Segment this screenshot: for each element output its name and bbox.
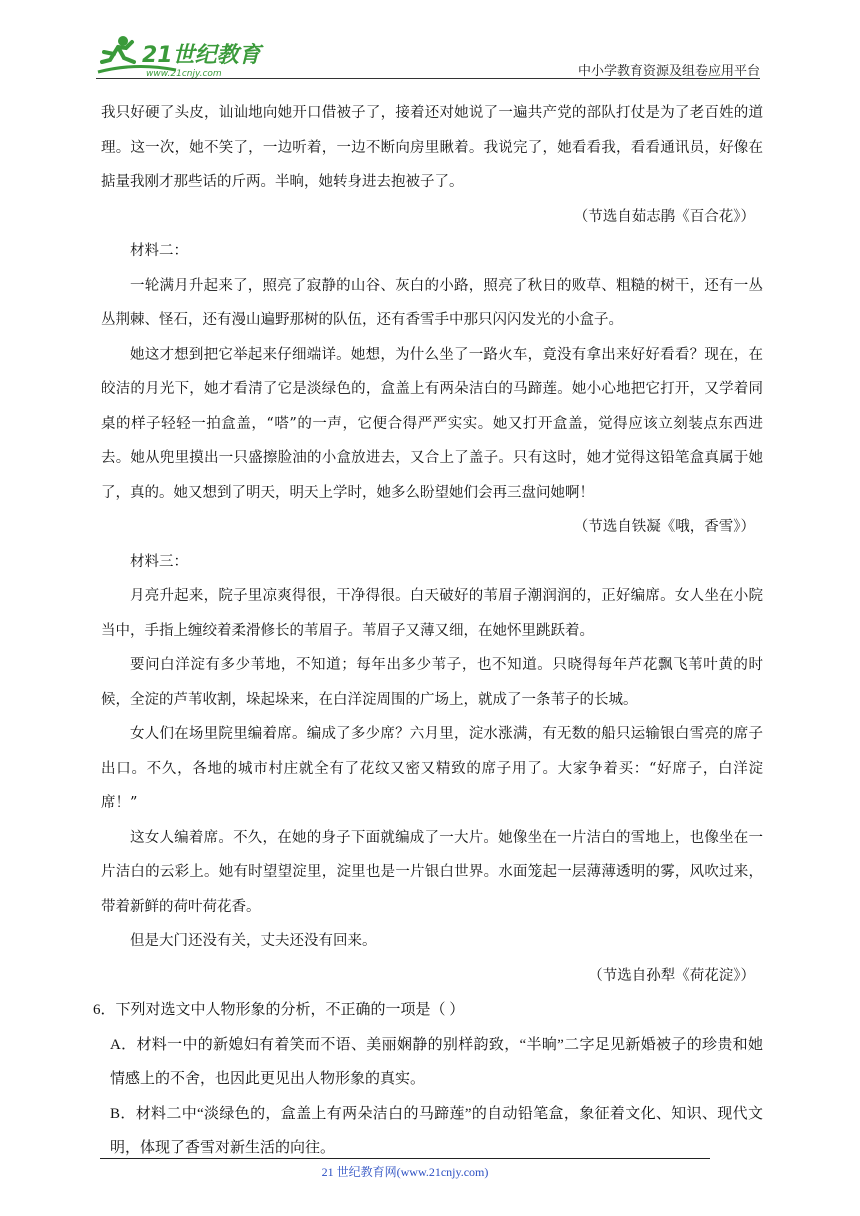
option-b-letter: B．	[110, 1105, 136, 1122]
source-citation-2: （节选自铁凝《哦，香雪》）	[573, 519, 755, 535]
passage-m3-paragraph-3: 女人们在场里院里编着席。编成了多少席？六月里，淀水涨满，有无数的船只运输银白雪亮的席子出口。不久，各地的城市村庄就全有了花纹又密又精致的席子用了。大家争着买：“好席子，白洋淀席！”	[101, 726, 763, 811]
option-a	[93, 1028, 763, 1097]
passage-m1-paragraph: 我只好硬了头皮，讪讪地向她开口借被子了，接着还对她说了一遍共产党的部队打仗是为了老百姓的道理。这一次，她不笑了，一边听着，一边不断向房里瞅着。我说完了，她看看我，看看通讯员，好像在掂量我刚才那些话的斤两。半晌，她转身进去抱被子了。	[101, 105, 763, 190]
passage-m2-paragraph-2: 她这才想到把它举起来仔细端详。她想，为什么坐了一路火车，竟没有拿出来好好看看？现在，在皎洁的月光下，她才看清了它是淡绿色的，盒盖上有两朵洁白的马蹄莲。她小心地把它打开，又学着同桌的样子轻轻一拍盒盖，“嗒”的一声，它便合得严严实实。她又打开盒盖，觉得应该立刻装点东西进去。她从兜里摸出一只盛擦脸油的小盒放进去，又合上了盖子。只有这时，她才觉得这铅笔盒真属于她了，真的。她又想到了明天，明天上学时，她多么盼望她们会再三盘问她啊！	[101, 346, 763, 501]
material-2-title: 材料二：	[130, 243, 188, 259]
question-6	[93, 993, 763, 1166]
option-a-letter: A．	[110, 1036, 137, 1053]
passage-m3-paragraph-1: 月亮升起来，院子里凉爽得很，干净得很。白天破好的苇眉子潮润润的，正好编席。女人坐在小院当中，手指上缠绞着柔滑修长的苇眉子。苇眉子又薄又细，在她怀里跳跃着。	[101, 588, 763, 639]
passage-m3-paragraph-2: 要问白洋淀有多少苇地，不知道；每年出多少苇子，也不知道。只晓得每年芦花飘飞苇叶黄的时候，全淀的芦苇收割，垛起垛来，在白洋淀周围的广场上，就成了一条苇子的长城。	[101, 657, 763, 708]
passage-m2-paragraph-1: 一轮满月升起来了，照亮了寂静的山谷、灰白的小路，照亮了秋日的败草、粗糙的树干，还有一丛丛荆棘、怪石，还有漫山遍野那树的队伍，还有香雪手中那只闪闪发光的小盒子。	[101, 277, 763, 328]
source-citation-1: （节选自茹志鹃《百合花》）	[573, 208, 755, 225]
option-b	[93, 1097, 763, 1166]
footer-divider	[100, 1158, 710, 1159]
passage-m3-paragraph-4: 这女人编着席。不久，在她的身子下面就编成了一大片。她像坐在一片洁白的雪地上，也像坐在一片洁白的云彩上。她有时望望淀里，淀里也是一片银白世界。水面笼起一层薄薄透明的雾，风吹过来，带着新鲜的荷叶荷花香。	[101, 829, 763, 915]
question-stem: 6．下列对选文中人物形象的分析，不正确的一项是（ ）	[93, 1002, 465, 1018]
material-3-title: 材料三：	[130, 553, 188, 570]
site-logo	[96, 32, 266, 80]
passage-m3-paragraph-5: 但是大门还没有关，丈夫还没有回来。	[130, 933, 377, 949]
option-a-text: 材料一中的新媳妇有着笑而不语、美丽娴静的别样韵致，“半晌”二字足见新婚被子的珍贵和她情感上的不舍，也因此更见出人物形象的真实。	[110, 1036, 763, 1087]
footer-text: 21 世纪教育网(www.21cnjy.com)	[321, 1165, 489, 1179]
source-citation-3: （节选自孙犁《荷花淀》）	[588, 967, 755, 984]
header-divider	[96, 78, 760, 79]
logo-text: 21世纪教育	[142, 43, 261, 68]
option-b-text: 材料二中“淡绿色的，盒盖上有两朵洁白的马蹄莲”的自动铅笔盒，象征着文化、知识、现代文明，体现了香雪对新生活的向往。	[110, 1105, 763, 1156]
header-platform-text: 中小学教育资源及组卷应用平台	[577, 64, 760, 79]
page-header	[96, 30, 760, 80]
logo-url: www.21cnjy.com	[146, 69, 222, 79]
document-body	[93, 96, 763, 1166]
